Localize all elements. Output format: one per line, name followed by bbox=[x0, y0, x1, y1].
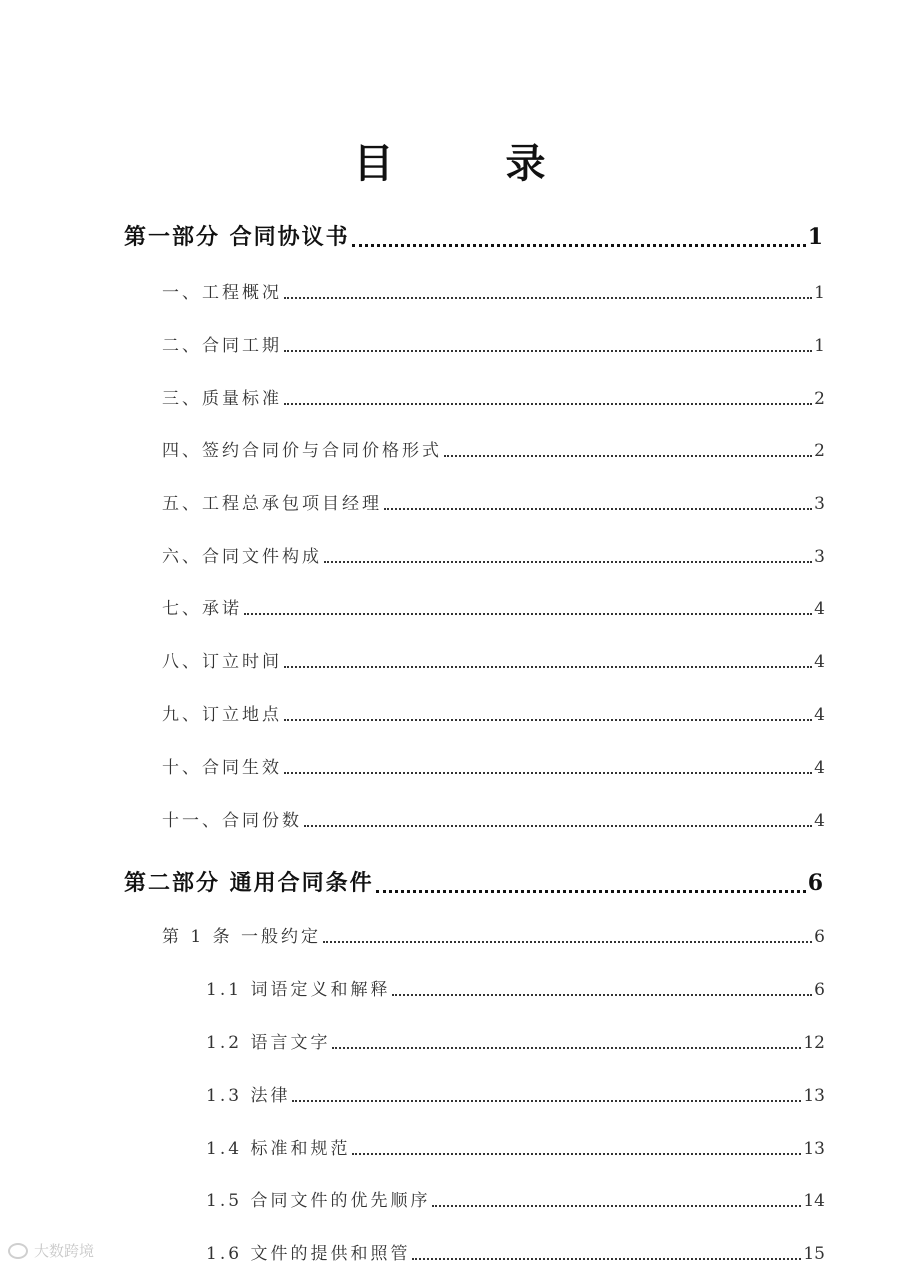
toc-dot-leader bbox=[432, 1205, 801, 1207]
toc-entry-label: 第 1 条 一般约定 bbox=[162, 927, 322, 947]
toc-entry[interactable] bbox=[162, 489, 825, 514]
toc-entry-page: 4 bbox=[814, 758, 825, 778]
toc-entry-page: 4 bbox=[814, 811, 825, 831]
toc-entry-label: 1.3 法律 bbox=[206, 1086, 291, 1106]
toc-entry[interactable] bbox=[206, 1081, 825, 1106]
toc-dot-leader bbox=[304, 825, 812, 827]
toc-entry-page: 13 bbox=[803, 1086, 825, 1106]
toc-dot-leader bbox=[412, 1258, 801, 1260]
toc-entry[interactable] bbox=[162, 278, 825, 303]
page-title: 目 录 bbox=[353, 140, 582, 187]
toc-entry-page: 4 bbox=[814, 652, 825, 672]
toc-dot-leader bbox=[284, 666, 812, 668]
toc-dot-leader bbox=[292, 1100, 801, 1102]
toc-entry[interactable] bbox=[162, 542, 825, 567]
toc-entry-label: 四、签约合同价与合同价格形式 bbox=[162, 441, 442, 461]
toc-entry-page: 12 bbox=[803, 1033, 825, 1053]
toc-entry-label: 十、合同生效 bbox=[162, 758, 282, 778]
toc-entry[interactable] bbox=[162, 647, 825, 672]
toc-entry-page: 4 bbox=[814, 599, 825, 619]
toc-dot-leader bbox=[323, 941, 812, 943]
chat-bubble-icon bbox=[8, 1243, 28, 1259]
toc-entry-label: 五、工程总承包项目经理 bbox=[162, 494, 382, 514]
toc-entry-label: 第二部分 通用合同条件 bbox=[124, 870, 374, 896]
toc-dot-leader bbox=[332, 1047, 801, 1049]
toc-entry-label: 1.6 文件的提供和照管 bbox=[206, 1244, 411, 1264]
toc-entry[interactable] bbox=[162, 700, 825, 725]
toc-entry[interactable] bbox=[206, 1186, 825, 1211]
toc-entry-label: 1.5 合同文件的优先顺序 bbox=[206, 1191, 431, 1211]
toc-dot-leader bbox=[352, 1153, 801, 1155]
toc-entry-page: 1 bbox=[807, 224, 825, 250]
toc-entry[interactable] bbox=[206, 1239, 825, 1264]
toc-entry[interactable] bbox=[162, 753, 825, 778]
toc-entry[interactable] bbox=[206, 975, 825, 1000]
toc-dot-leader bbox=[384, 508, 812, 510]
toc-entry[interactable] bbox=[162, 331, 825, 356]
toc-entry-page: 4 bbox=[814, 705, 825, 725]
toc-entry[interactable] bbox=[162, 922, 825, 947]
toc-entry-page: 6 bbox=[814, 927, 825, 947]
toc-entry-page: 2 bbox=[814, 389, 825, 409]
toc-entry-label: 1.2 语言文字 bbox=[206, 1033, 331, 1053]
toc-entry-label: 六、合同文件构成 bbox=[162, 547, 322, 567]
toc-entry-label: 十一、合同份数 bbox=[162, 811, 302, 831]
toc-entry[interactable] bbox=[162, 806, 825, 831]
toc-dot-leader bbox=[284, 297, 812, 299]
toc-entry-label: 二、合同工期 bbox=[162, 336, 282, 356]
toc-entry-page: 3 bbox=[814, 494, 825, 514]
toc-dot-leader bbox=[284, 772, 812, 774]
toc-dot-leader bbox=[244, 613, 812, 615]
toc-dot-leader bbox=[352, 244, 806, 247]
toc-entry-page: 2 bbox=[814, 441, 825, 461]
toc-entry-label: 八、订立时间 bbox=[162, 652, 282, 672]
toc-entry[interactable] bbox=[206, 1028, 825, 1053]
toc-dot-leader bbox=[284, 403, 812, 405]
toc-entry-label: 一、工程概况 bbox=[162, 283, 282, 303]
toc-entry-page: 14 bbox=[803, 1191, 825, 1211]
toc-dot-leader bbox=[284, 719, 812, 721]
toc-entry-label: 九、订立地点 bbox=[162, 705, 282, 725]
toc-entry-page: 15 bbox=[803, 1244, 825, 1264]
toc-dot-leader bbox=[392, 994, 812, 996]
toc-entry[interactable] bbox=[162, 594, 825, 619]
toc-entry[interactable] bbox=[124, 866, 825, 897]
toc-dot-leader bbox=[376, 890, 806, 893]
watermark bbox=[8, 1240, 94, 1261]
toc-entry-page: 13 bbox=[803, 1139, 825, 1159]
toc-entry[interactable] bbox=[124, 220, 825, 251]
toc-entry-page: 1 bbox=[814, 283, 825, 303]
toc-entry-label: 七、承诺 bbox=[162, 599, 242, 619]
toc-entry[interactable] bbox=[206, 1134, 825, 1159]
toc-entry-label: 1.4 标准和规范 bbox=[206, 1139, 351, 1159]
toc-entry-page: 6 bbox=[814, 980, 825, 1000]
toc-dot-leader bbox=[444, 455, 812, 457]
toc-entry[interactable] bbox=[162, 436, 825, 461]
toc-entry-page: 6 bbox=[807, 870, 825, 896]
toc-entry[interactable] bbox=[162, 384, 825, 409]
toc-entry-label: 1.1 词语定义和解释 bbox=[206, 980, 391, 1000]
toc-dot-leader bbox=[284, 350, 812, 352]
toc-entry-page: 1 bbox=[814, 336, 825, 356]
toc-dot-leader bbox=[324, 561, 812, 563]
toc-entry-label: 第一部分 合同协议书 bbox=[124, 224, 350, 250]
toc-entry-page: 3 bbox=[814, 547, 825, 567]
toc-entry-label: 三、质量标准 bbox=[162, 389, 282, 409]
watermark-text: 大数跨境 bbox=[34, 1242, 95, 1260]
